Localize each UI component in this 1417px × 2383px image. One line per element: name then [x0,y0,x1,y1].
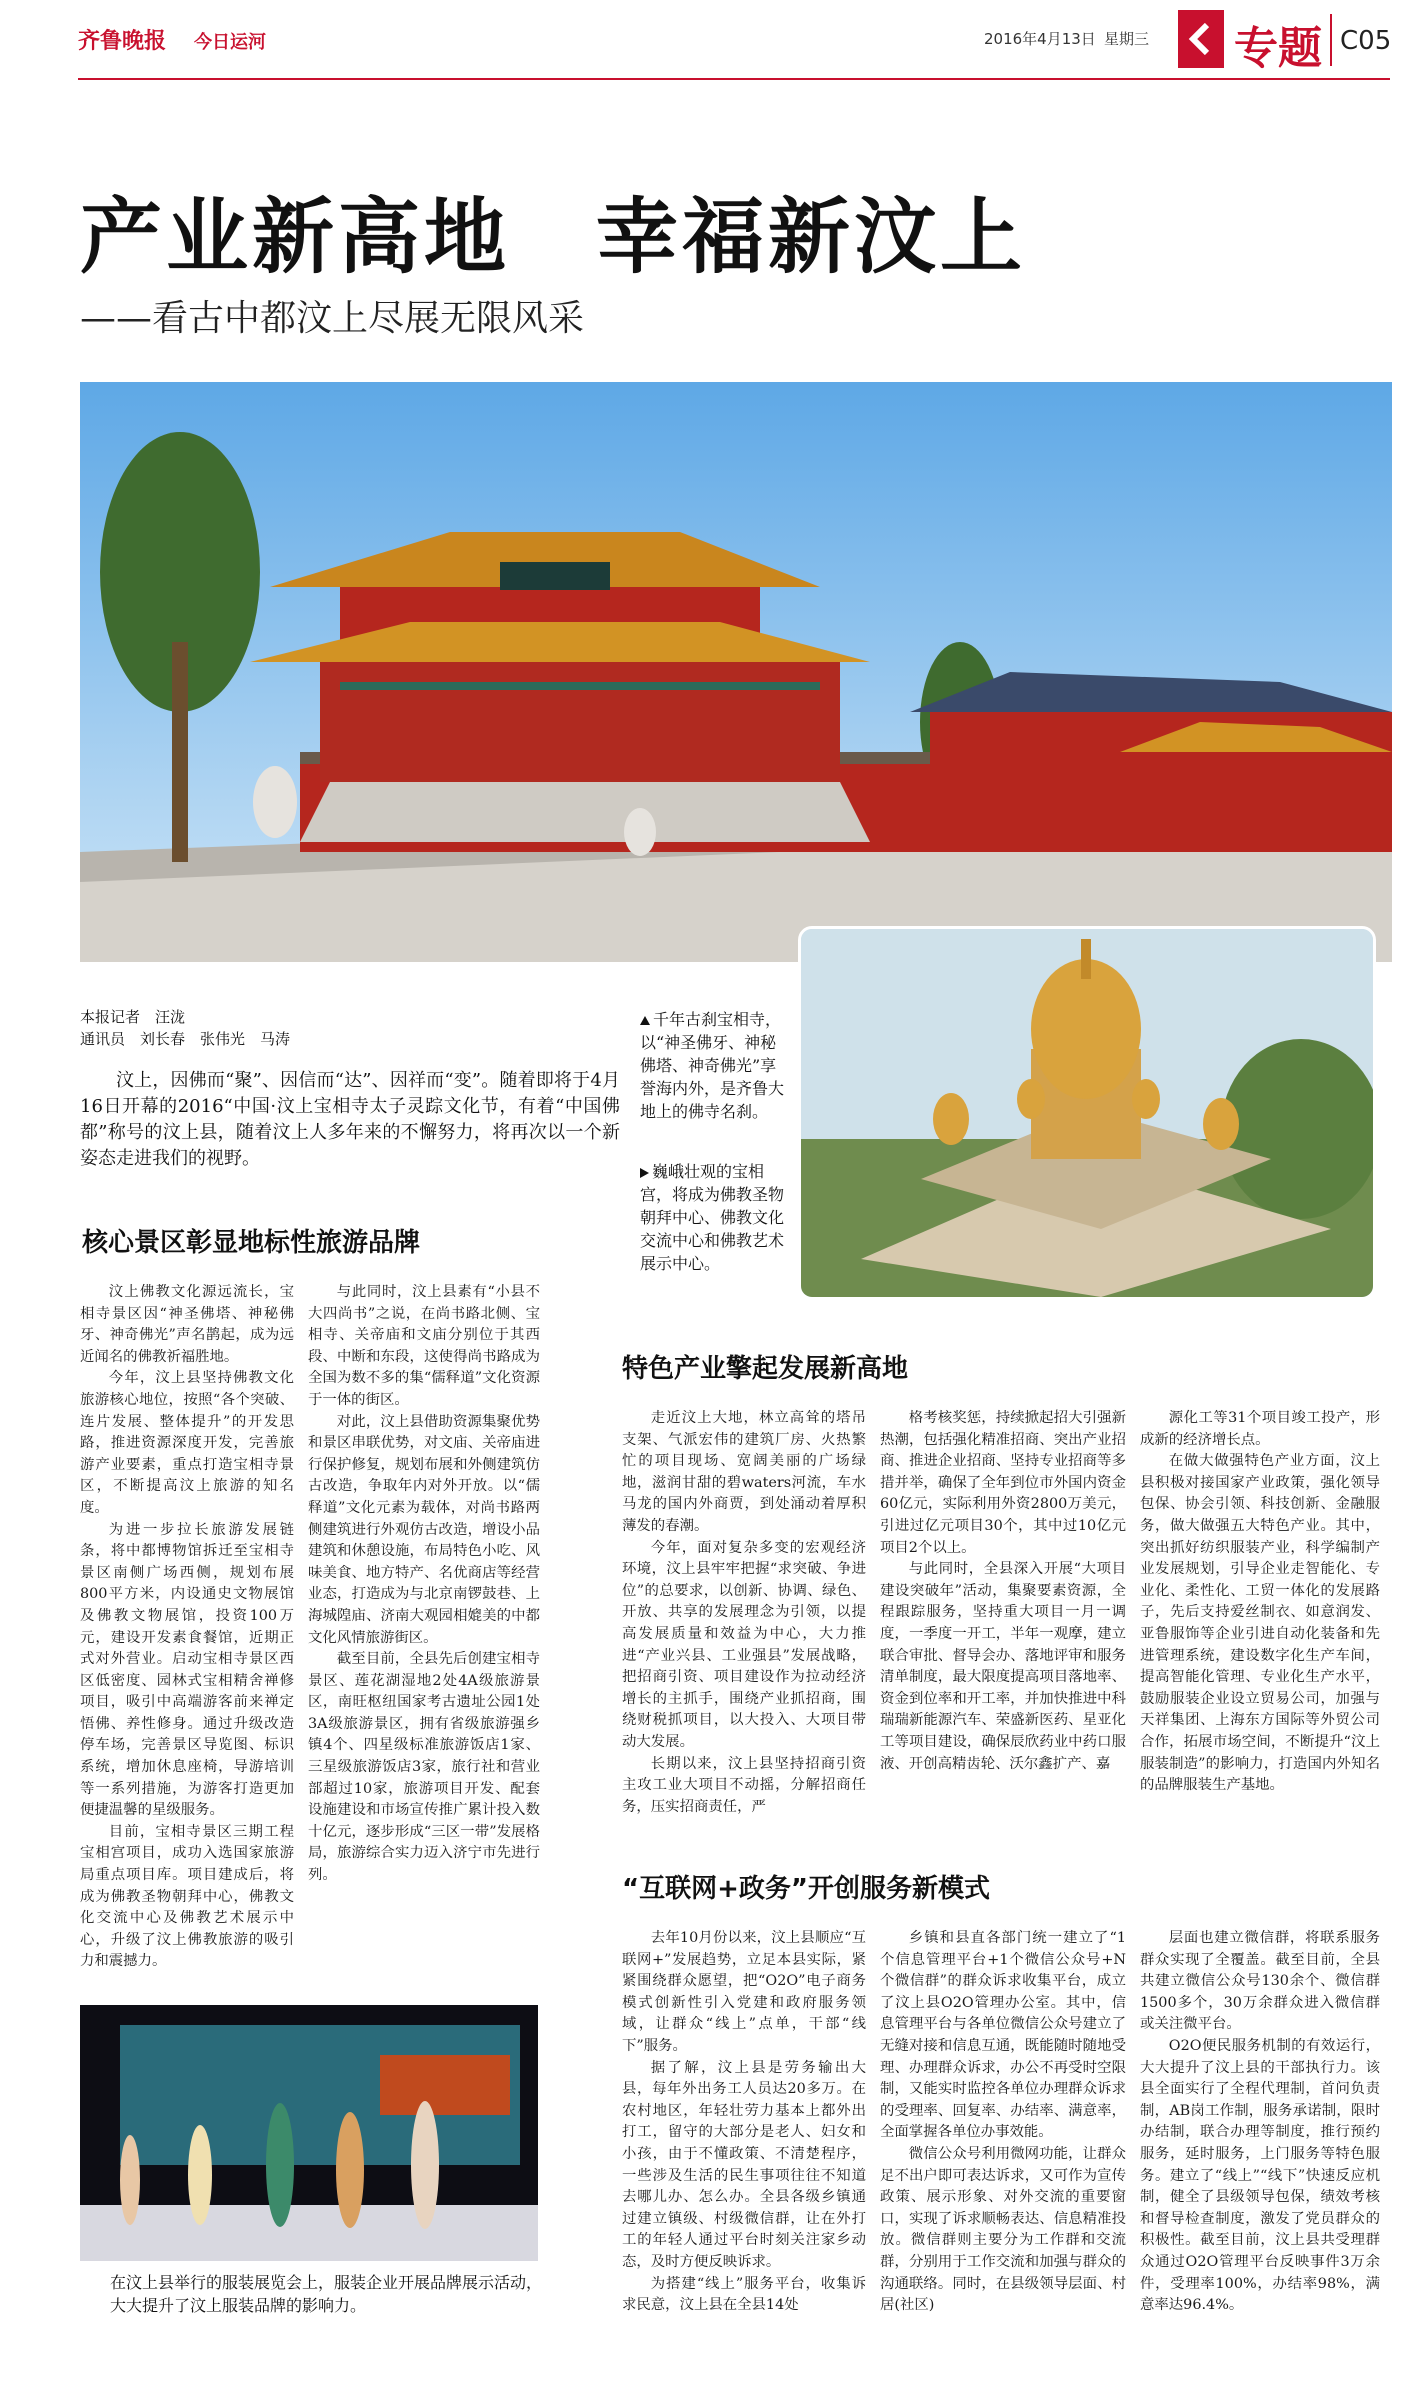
header-separator [1330,14,1332,66]
paragraph: 今年，面对复杂多变的宏观经济环境，汶上县牢牢把握“求突破、争进位”的总要求，以创新、协调、绿色、开放、共享的发展理念为引领，以提高发展质量和效益为中心，大力推进“产业兴县、工业强县”发展战略，把招商引资、项目建设作为拉动经济增长的主抓手，围绕产业抓招商，围绕财税抓项目，以大投入、大项目带动大发展。 [622,1539,866,1750]
article-column-7 [880,1928,1126,2373]
article-column-1 [80,1282,294,1992]
temple-photo [80,382,1392,962]
temple-caption [640,1008,790,1123]
palace-caption [640,1160,790,1275]
headline-subtitle: ——看古中都汶上尽展无限风采 [80,298,585,339]
edition-name: 今日运河 [194,32,266,53]
header-rule [78,78,1390,80]
paragraph: 去年10月份以来，汶上县顺应“互联网+”发展趋势，立足本县实际，紧紧围绕群众愿望，把“O2O”电子商务模式创新性引入党建和政府服务领域，让群众“线上”点单，干部“线下”服务。 [622,1930,866,2054]
issue-weekday: 星期三 [1104,30,1150,48]
article-column-8 [1140,1928,1380,2373]
article-column-5 [1140,1408,1380,1858]
paragraph: 乡镇和县直各部门统一建立了“1个信息管理平台+1个微信公众号+N个微信群”的群众诉求收集平台，成立了汶上县O2O管理办公室。其中，信息管理平台与各单位微信公众号建立了无缝对接和信息互通，既能随时随地受理、办理群众诉求，办公不再受时空限制，又能实时监控各单位办理群众诉求的受理率、回复率、办结率、满意率，全面掌握各单位办事效能。 [880,1930,1126,2141]
page-number: C05 [1340,26,1392,56]
chevron-left-icon [1187,23,1215,55]
byline-reporter: 本报记者 汪泷 [80,1008,186,1026]
paragraph: 在做大做强特色产业方面，汶上县积极对接国家产业政策，强化领导包保、协会引领、科技创新、金融服务，做大做强五大特色产业。其中，突出抓好纺织服装产业，科学编制产业发展规划，引导企业走智能化、专业化、柔性化、工贸一体化的发展路子，先后支持爱丝制衣、如意润发、亚鲁服饰等企业引进自动化装备和先进管理系统，建设数字化生产车间，提高智能化管理、专业化生产水平，鼓励服装企业设立贸易公司，加强与天祥集团、上海东方国际等外贸公司合作，拓展市场空间，不断提升“汶上服装制造”的影响力，打造国内外知名的品牌服装生产基地。 [1140,1453,1380,1794]
palace-photo [798,926,1376,1300]
paragraph: 走近汶上大地，林立高耸的塔吊支架、气派宏伟的建筑厂房、火热繁忙的项目现场、宽阔美丽的广场绿地，滋润甘甜的碧waters河流，车水马龙的国内外商贾，到处涌动着厚积薄发的春潮。 [622,1410,866,1534]
article-column-6 [622,1928,866,2373]
paragraph: 为搭建“线上”服务平台，收集诉求民意，汶上县在全县14处 [622,2275,866,2314]
fashion-caption: 在汶上县举行的服装展览会上，服装企业开展品牌展示活动，大大提升了汶上服装品牌的影响力。 [110,2273,543,2315]
paragraph: 长期以来，汶上县坚持招商引资主攻工业大项目不动摇，分解招商任务，压实招商责任，严 [622,1755,866,1815]
lead-paragraph: 汶上，因佛而“聚”、因信而“达”、因祥而“变”。随着即将于4月16日开幕的2016“中国·汶上宝相寺太子灵踪文化节，有着“中国佛都”称号的汶上县，随着汶上人多年来的不懈努力，将再次以一个新姿态走进我们的视野。 [80,1070,620,1169]
triangle-up-icon [640,1016,650,1025]
paragraph: 目前，宝相寺景区三期工程宝相宫项目，成功入选国家旅游局重点项目库。项目建成后，将成为佛教圣物朝拜中心，佛教文化交流中心及佛教艺术展示中心，升级了汶上佛教旅游的吸引力和震撼力。 [80,1823,294,1970]
paragraph: 与此同时，汶上县素有“小县不大四尚书”之说，在尚书路北侧、宝相寺、关帝庙和文庙分别位于其西段、中断和东段，这使得尚书路成为全国为数不多的集“儒释道”文化资源于一体的街区。 [308,1284,540,1408]
paragraph: 今年，汶上县坚持佛教文化旅游核心地位，按照“各个突破、连片发展、整体提升”的开发思路，推进资源深度开发，完善旅游产业要素，重点打造宝相寺景区，不断提高汶上旅游的知名度。 [80,1370,294,1516]
article-column-3 [622,1408,866,1858]
palace-caption-text: 巍峨壮观的宝相宫，将成为佛教圣物朝拜中心、佛教文化交流中心和佛教艺术展示中心。 [640,1162,785,1273]
section-badge [1178,10,1224,68]
page-header [78,10,1390,78]
byline [80,1006,620,1050]
paragraph: 据了解，汶上县是劳务输出大县，每年外出务工人员达20多万。在农村地区，年轻壮劳力基本上都外出打工，留守的大部分是老人、妇女和小孩，由于不懂政策、不清楚程序，一些涉及生活的民生事项往往不知道去哪儿办、怎么办。全县各级乡镇通过建立镇级、村级微信群，让在外打工的年轻人通过平台时刻关注家乡动态，及时方便反映诉求。 [622,2059,866,2270]
paragraph: 与此同时，全县深入开展“大项目建设突破年”活动，集聚要素资源，全程跟踪服务，坚持重大项目一月一调度，一季度一开工，半年一观摩，建立联合审批、督导会办、落地评审和服务清单制度，最大限度提高项目落地率、资金到位率和开工率，并加快推进中科瑞瑞新能源汽车、荣盛新医药、星亚化工等项目建设，确保辰欣药业中药口服液、开创高精齿轮、沃尔鑫扩产、嘉 [880,1561,1126,1772]
paragraph: 微信公众号利用微网功能，让群众足不出户即可表达诉求，又可作为宣传政策、展示形象、对外交流的重要窗口，实现了诉求顺畅表达、信息精准投放。微信群则主要分为工作群和交流群，分别用于工作交流和加强与群众的沟通联络。同时，在县级领导层面、村居(社区) [880,2145,1126,2314]
section-heading-internet-gov: “互联网+政务”开创服务新模式 [622,1874,990,1904]
fashion-show-photo [80,2005,538,2261]
newspaper-brand: 齐鲁晚报 [78,28,167,54]
paragraph: 为进一步拉长旅游发展链条，将中都博物馆拆迁至宝相寺景区南侧广场西侧，规划布展800平方米，内设通史文物展馆及佛教文物展馆，投资100万元，建设开发素食餐馆，近期正式对外营业。启动宝相寺景区西区低密度、园林式宝相精舍禅修项目，吸引中高端游客前来禅定悟佛、养性修身。通过升级改造停车场，完善景区导览图、标识系统，增加休息座椅，导游培训等一系列措施，为游客打造更加便捷温馨的星级服务。 [80,1521,294,1819]
paragraph: 汶上佛教文化源远流长，宝相寺景区因“神圣佛塔、神秘佛牙、神奇佛光”声名鹊起，成为远近闻名的佛教祈福胜地。 [80,1284,294,1365]
headline-title: 产业新高地 幸福新汶上 [80,190,1027,285]
section-heading-industry: 特色产业擎起发展新高地 [622,1354,909,1384]
paragraph: O2O便民服务机制的有效运行，大大提升了汶上县的干部执行力。该县全面实行了全程代理制，首问负责制，AB岗工作制，服务承诺制，限时办结制，联合办理等制度，推行预约服务，延时服务，上门服务等特色服务。建立了“线上”“线下”快速反应机制，健全了县级领导包保，绩效考核和督导检查制度，激发了党员群众的积极性。截至目前，汶上县共受理群众通过O2O管理平台反映事件3万余件，受理率100%，办结率98%，满意率达96.4%。 [1140,2037,1380,2314]
article-column-2 [308,1282,540,1992]
paragraph: 源化工等31个项目竣工投产，形成新的经济增长点。 [1140,1410,1380,1448]
triangle-right-icon [640,1168,649,1178]
article-column-4 [880,1408,1126,1858]
paragraph: 层面也建立微信群，将联系服务群众实现了全覆盖。截至目前，全县共建立微信公众号130余个、微信群1500多个，30万余群众进入微信群或关注微平台。 [1140,1930,1380,2033]
section-heading-tourism: 核心景区彰显地标性旅游品牌 [82,1228,421,1258]
section-title: 专题 [1234,23,1322,74]
issue-date: 2016年4月13日 [984,30,1096,48]
paragraph: 格考核奖惩，持续掀起招大引强新热潮，包括强化精准招商、突出产业招商、推进企业招商、坚持专业招商等多措并举，确保了全年到位市外国内资金60亿元，实际利用外资2800万美元，引进过亿元项目30个，其中过10亿元项目2个以上。 [880,1410,1126,1556]
paragraph: 截至目前，全县先后创建宝相寺景区、莲花湖湿地2处4A级旅游景区，南旺枢纽国家考古遗址公园1处3A级旅游景区，拥有省级旅游强乡镇4个、四星级标准旅游饭店1家、三星级旅游饭店3家，旅行社和营业部超过10家，旅游项目开发、配套设施建设和市场宣传推广累计投入数十亿元，逐步形成“三区一带”发展格局，旅游综合实力迈入济宁市先进行列。 [308,1651,540,1884]
temple-caption-text: 千年古刹宝相寺，以“神圣佛牙、神秘佛塔、神奇佛光”享誉海内外，是齐鲁大地上的佛寺名刹。 [640,1010,785,1121]
byline-correspondents: 通讯员 刘长春 张伟光 马涛 [80,1030,291,1048]
paragraph: 对此，汶上县借助资源集聚优势和景区串联优势，对文庙、关帝庙进行保护修复，规划布展和外侧建筑仿古改造，争取年内对外开放。以“儒释道”文化元素为载体，对尚书路两侧建筑进行外观仿古改造，增设小品建筑和休憩设施，布局特色小吃、风味美食、地方特产、名优商店等经营业态，打造成为与北京南锣鼓巷、上海城隍庙、济南大观园相媲美的中都文化风情旅游街区。 [308,1413,540,1646]
